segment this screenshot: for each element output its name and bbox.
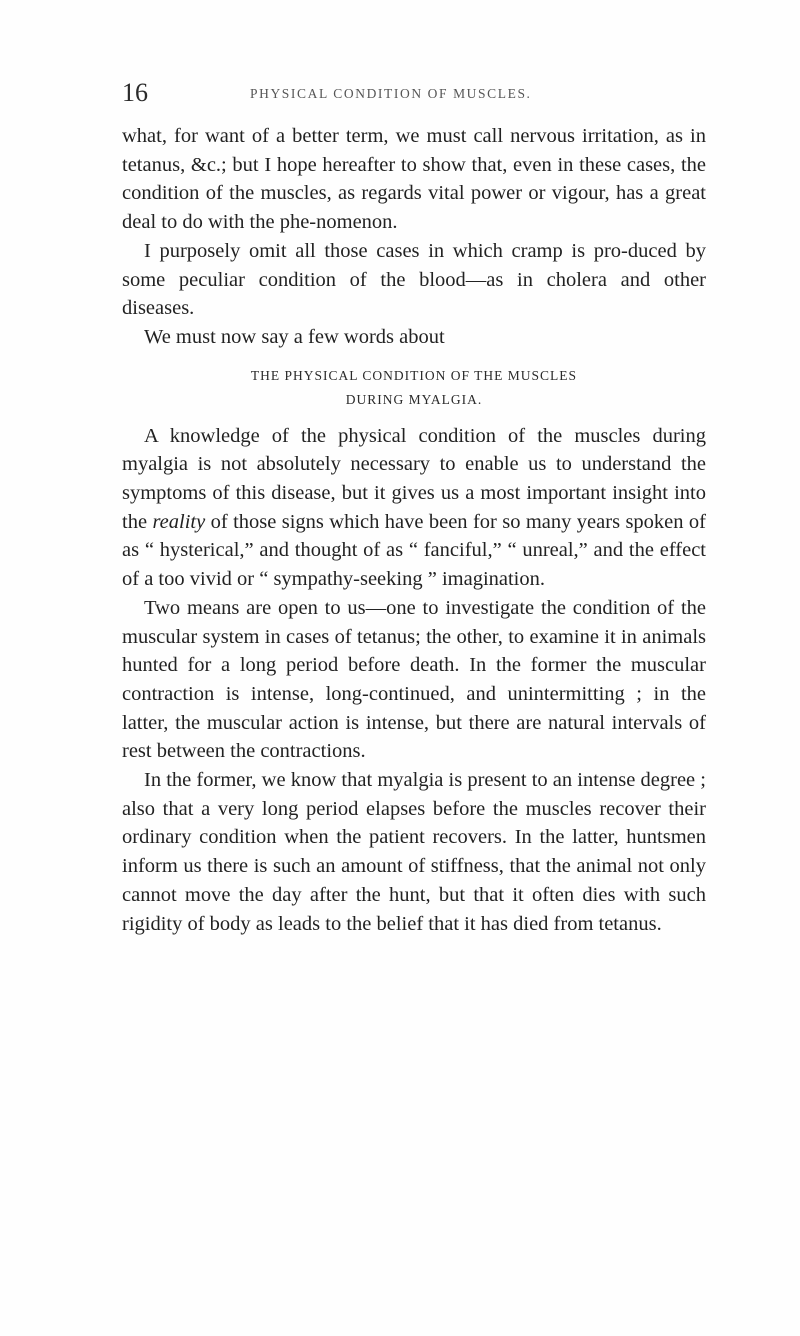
paragraph-4-start: A knowledge of the physical condition of the muscles during myalgia is not absolutely necessary to enable us to understand the symptoms of this disease, but it gives us a most important insight into the [122, 424, 706, 533]
paragraph-1: what, for want of a better term, we must call nervous irritation, as in tetanus, &c.; but I hope hereafter to show that, even in these cases, the condition of the muscles, as regards vital power or vigour, has a great deal to do with the phe-nomenon. [122, 125, 706, 234]
running-title: PHYSICAL CONDITION OF MUSCLES. [250, 86, 532, 101]
page-number: 16 [122, 78, 148, 107]
section-heading-line-2: DURING MYALGIA. [345, 391, 483, 407]
body-text [122, 122, 706, 938]
running-head [122, 78, 702, 108]
paragraph-4-italic: reality [152, 510, 206, 533]
section-heading [122, 364, 706, 412]
section-heading-line-1: THE PHYSICAL CONDITION OF THE MUSCLES [250, 367, 578, 383]
paragraph-4-end: of those signs which have been for so many years spoken of as “ hysterical,” and thought of as “ fanciful,” “ unreal,” and the effect of a too vivid or “ sympathy-seeking ” imagination. [122, 510, 706, 591]
paragraph-2: I purposely omit all those cases in which cramp is pro-duced by some peculiar condition of the blood—as in cholera and other diseases. [122, 239, 706, 320]
paragraph-6: In the former, we know that myalgia is present to an intense degree ; also that a very long period elapses before the muscles recover their ordinary condition when the patient recovers. In the latter, huntsmen inform us there is such an amount of stiffness, that the animal not only cannot move the day after the hunt, but that it often dies with such rigidity of body as leads to the belief that it has died from tetanus. [122, 769, 706, 935]
paragraph-5: Two means are open to us—one to investigate the condition of the muscular system in cases of tetanus; the other, to examine it in animals hunted for a long period before death. In the former the muscular contraction is intense, long-continued, and unintermitting ; in the latter, the muscular action is intense, but there are natural intervals of rest between the contractions. [122, 596, 706, 763]
paragraph-4 [122, 422, 706, 594]
paragraph-3: We must now say a few words about [144, 325, 445, 348]
